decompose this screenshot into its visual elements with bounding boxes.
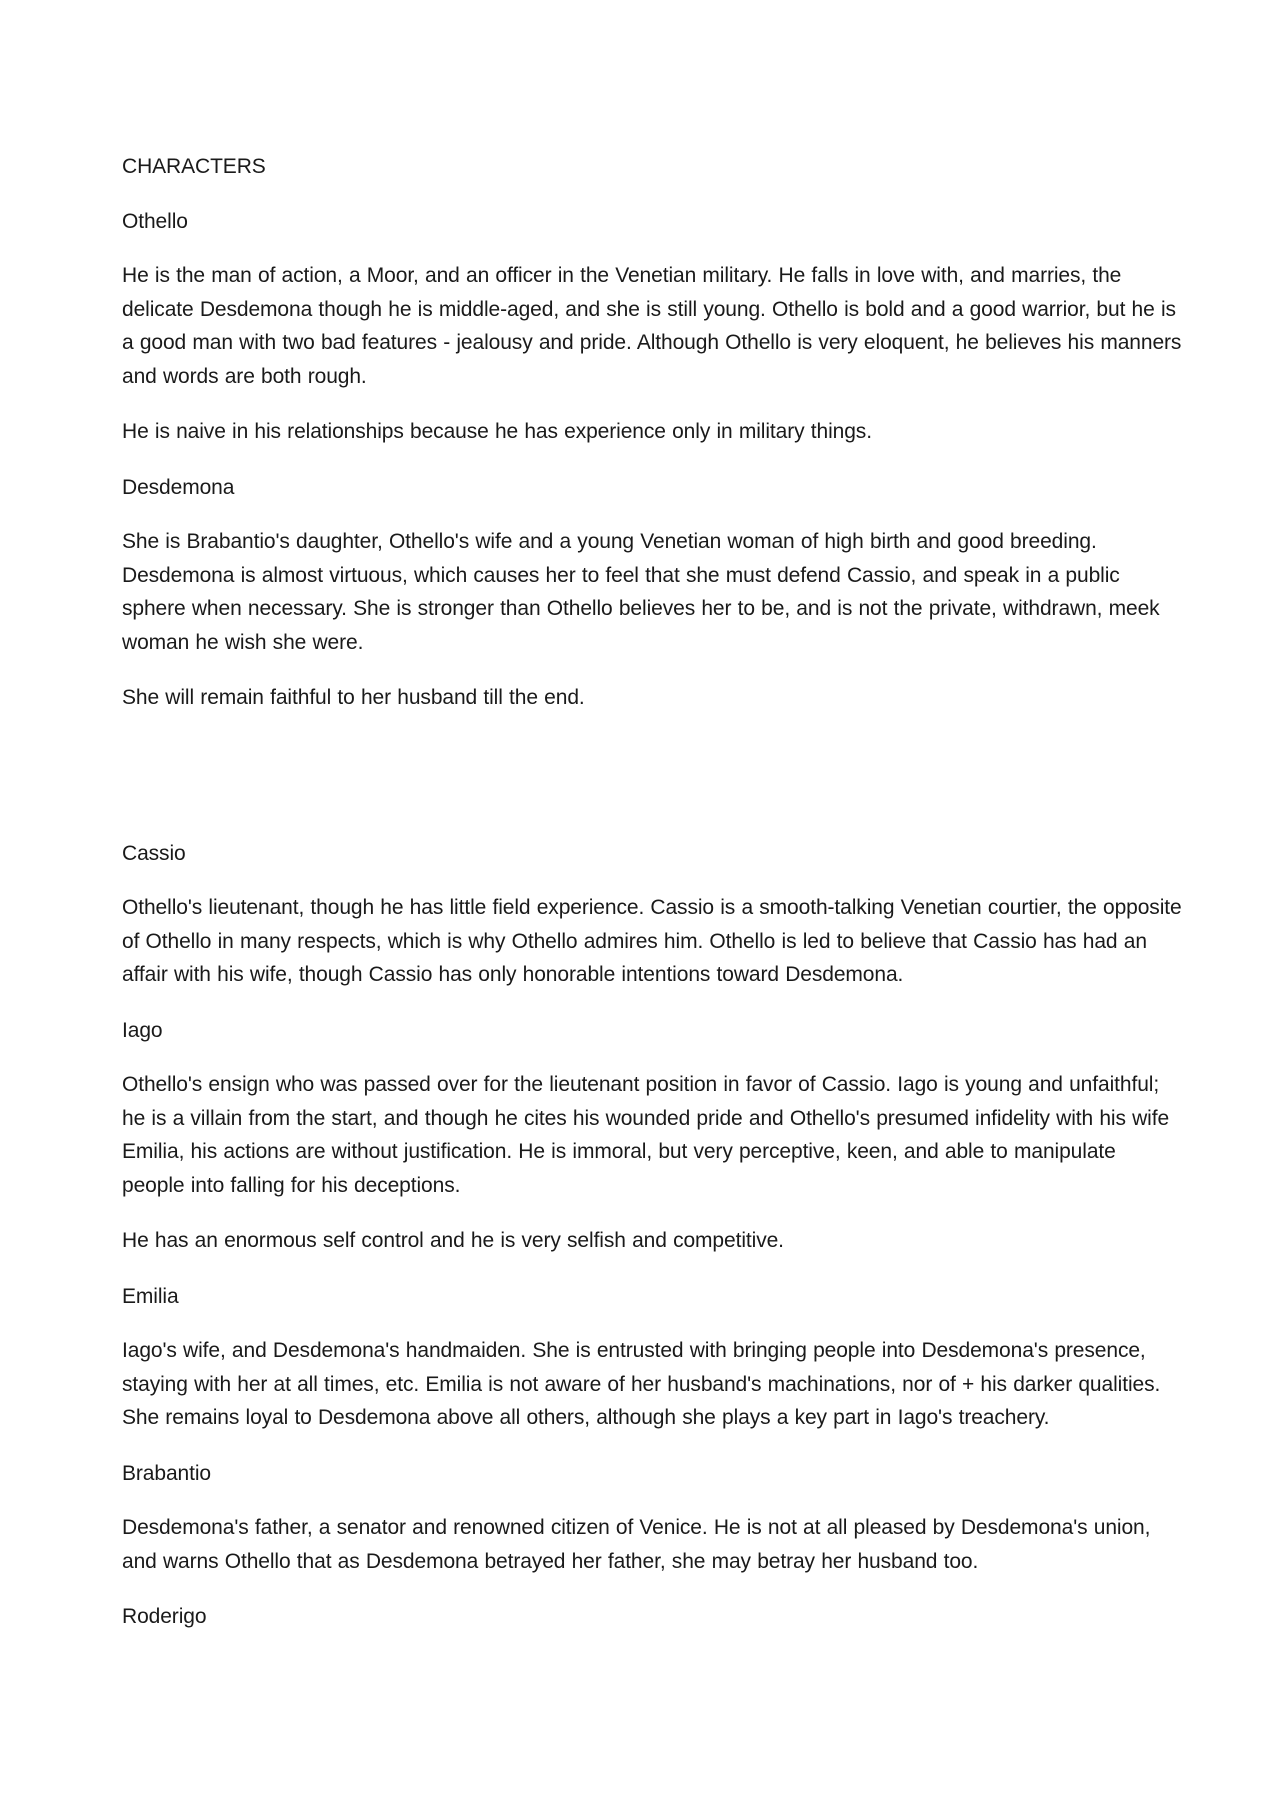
character-description: Othello's ensign who was passed over for the lieutenant position in favor of Cassio. Iago is young and unfaithful; he is a villain from the start, and though he cites his wounded pride and Othello's presumed infidelity with his wife Emilia, his actions are without justification. He is immoral, but very perceptive, keen, and able to manipulate people into falling for his deceptions.: [122, 1073, 1170, 1197]
character-cassio: [122, 837, 1182, 992]
character-description: Othello's lieutenant, though he has little field experience. Cassio is a smooth-talking Venetian courtier, the opposite of Othello in many respects, which is why Othello admires him. Othello is led to believe that Cassio has had an affair with his wife, though Cassio has only honorable intentions toward Desdemona.: [122, 896, 1182, 986]
character-description: She is Brabantio's daughter, Othello's wife and a young Venetian woman of high birth and good breeding. Desdemona is almost virtuous, which causes her to feel that she must defend Cassio, and speak in a public sphere when necessary. She is stronger than Othello believes her to be, and is not the private, withdrawn, meek woman he wish she were.: [122, 530, 1160, 654]
character-name: Iago: [122, 1018, 163, 1042]
character-name: Brabantio: [122, 1461, 211, 1485]
character-name: Cassio: [122, 841, 186, 865]
character-emilia: [122, 1280, 1182, 1435]
character-description: Iago's wife, and Desdemona's handmaiden. She is entrusted with bringing people into Desdemona's presence, staying with her at all times, etc. Emilia is not aware of her husband's machinations, nor of + his darker qualities. She remains loyal to Desdemona above all others, although she plays a key part in Iago's treachery.: [122, 1339, 1161, 1429]
character-name: Roderigo: [122, 1605, 207, 1628]
document-title: CHARACTERS: [122, 155, 266, 178]
character-iago: [122, 1014, 1182, 1258]
blank-space: [122, 737, 1182, 837]
document-page: [122, 150, 1182, 1655]
character-name: Desdemona: [122, 475, 235, 499]
character-description: Desdemona's father, a senator and renowned citizen of Venice. He is not at all pleased by Desdemona's union, and warns Othello that as Desdemona betrayed her father, she may betray her husband too.: [122, 1516, 1151, 1573]
character-othello: [122, 205, 1182, 449]
character-description: She will remain faithful to her husband till the end.: [122, 686, 585, 709]
character-brabantio: [122, 1457, 1182, 1579]
character-roderigo: [122, 1600, 1182, 1634]
character-description: He is naive in his relationships because he has experience only in military things.: [122, 420, 872, 443]
character-desdemona: [122, 471, 1182, 715]
character-description: He is the man of action, a Moor, and an officer in the Venetian military. He falls in love with, and marries, the delicate Desdemona though he is middle-aged, and she is still young. Othello is bold and a good warrior, but he is a good man with two bad features - jealousy and pride. Although Othello is very eloquent, he believes his manners and words are both rough.: [122, 264, 1182, 388]
character-name: Emilia: [122, 1284, 179, 1308]
character-description: He has an enormous self control and he is very selfish and competitive.: [122, 1229, 784, 1252]
character-name: Othello: [122, 209, 188, 233]
